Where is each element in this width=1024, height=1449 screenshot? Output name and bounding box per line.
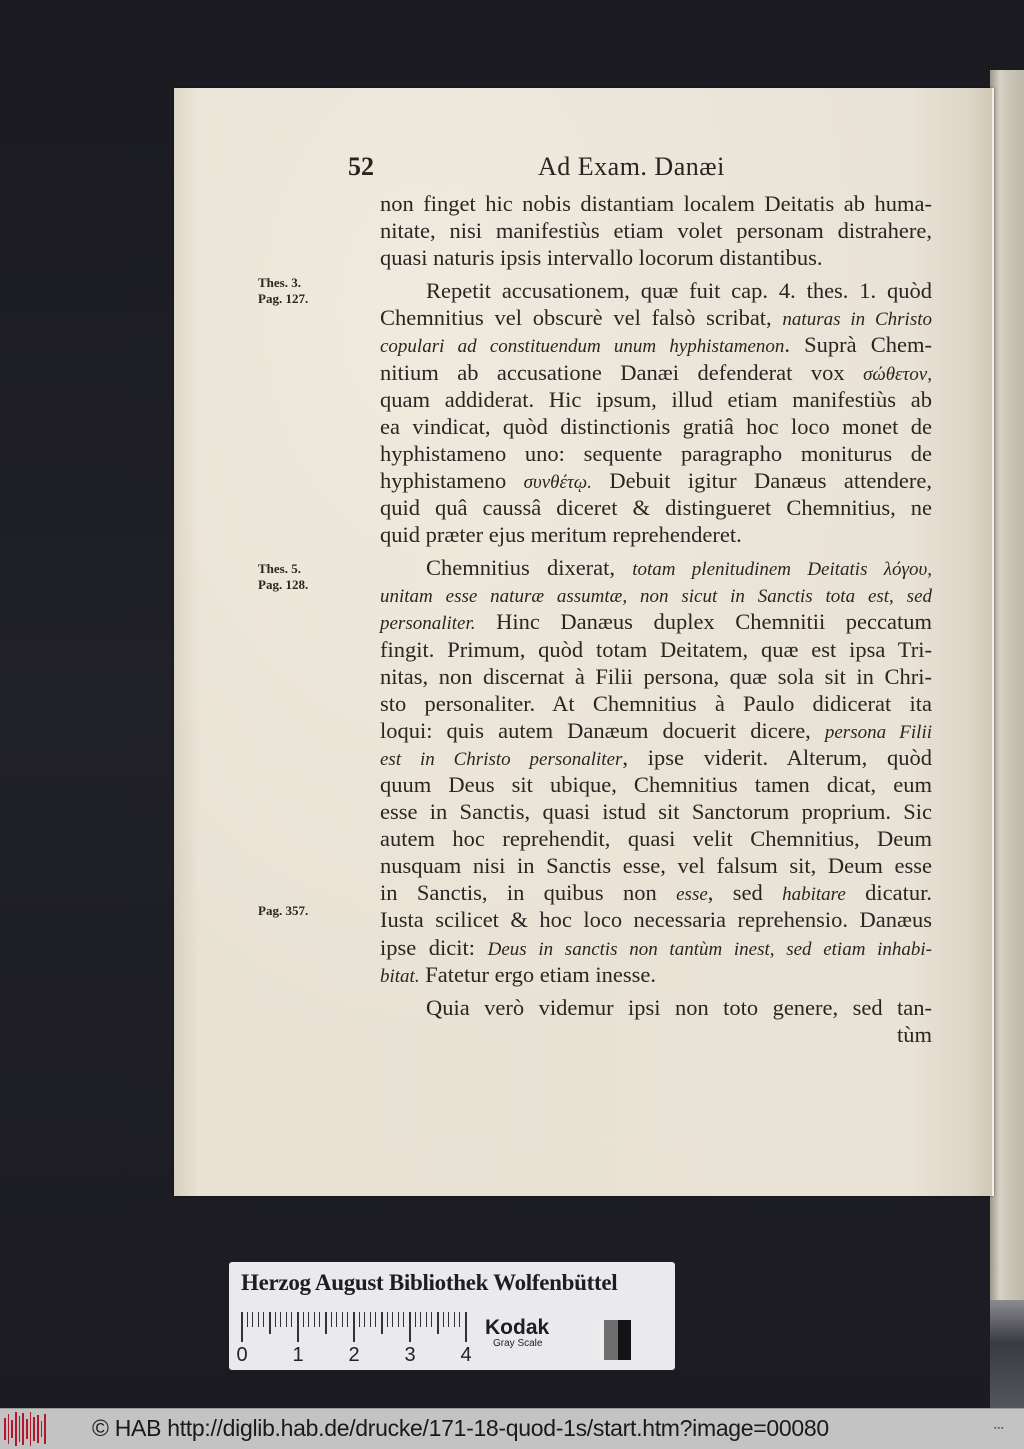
ruler-tick — [286, 1312, 287, 1327]
text-line: Repetit accusationem, quæ fuit cap. 4. thes. 1. quòd — [426, 278, 932, 304]
ruler-tick — [263, 1312, 264, 1327]
ruler-tick — [269, 1312, 271, 1334]
gray-patch — [618, 1320, 631, 1360]
text-line: autem hoc reprehendit, quasi velit Chemnitius, Deum — [380, 826, 932, 852]
text-line: nitate, nisi manifestiùs etiam volet personam distrahere, — [380, 218, 932, 244]
margin-note-line: Thes. 3. — [258, 275, 301, 290]
ruler-tick — [375, 1312, 376, 1327]
ruler-tick — [403, 1312, 404, 1327]
ruler-label: 0 — [236, 1344, 248, 1366]
zoom-controls-icon[interactable]: ▪▪▪ — [994, 1425, 1005, 1432]
ruler-label: 4 — [460, 1344, 472, 1366]
ruler-tick — [426, 1312, 427, 1327]
kodak-brand: Kodak — [485, 1316, 550, 1339]
footer-bar — [0, 1408, 1024, 1449]
text-line: est in Christo personaliter, ipse viderit. Alterum, quòd — [380, 744, 933, 770]
ruler-tick — [258, 1312, 259, 1327]
kodak-logo — [485, 1316, 549, 1349]
text-line: nitium ab accusatione Danæi defenderat vox σώθετον, — [380, 359, 932, 385]
ruler-tick — [370, 1312, 371, 1327]
ruler-tick — [392, 1312, 393, 1327]
text-line: personaliter. Hinc Danæus duplex Chemnitii peccatum — [380, 609, 932, 635]
ruler-tick — [431, 1312, 432, 1327]
text-line: Chemnitius vel obscurè vel falsò scribat, naturas in Christo — [380, 305, 932, 331]
margin-note-line: Thes. 5. — [258, 561, 301, 576]
ruler-tick — [347, 1312, 348, 1327]
text-line: fingit. Primum, quòd totam Deitatem, quæ est ipsa Tri- — [380, 636, 932, 662]
ruler-tick — [252, 1312, 253, 1327]
text-line: Chemnitius dixerat, totam plenitudinem Deitatis λόγου, — [426, 555, 932, 581]
page-number: 52 — [348, 152, 374, 181]
text-line: quasi naturis ipsis intervallo locorum distantibus. — [380, 245, 823, 271]
gray-patch — [591, 1320, 604, 1360]
text-line: nitas, non discernat à Filii persona, quæ sola sit in Chri- — [380, 663, 932, 689]
text-line: ipse dicit: Deus in sanctis non tantùm inest, sed etiam inhabi- — [380, 934, 932, 960]
text-line: quid quâ caussâ diceret & distingueret Chemnitius, ne — [380, 495, 932, 521]
text-line: sto personaliter. At Chemnitius à Paulo didicerat ita — [380, 690, 932, 716]
ruler-tick — [415, 1312, 416, 1327]
copyright-link[interactable]: © HAB http://diglib.hab.de/drucke/171-18-quod-1s/start.htm?image=00080 — [92, 1415, 829, 1441]
ruler-tick — [325, 1312, 327, 1334]
hab-logo-icon[interactable] — [4, 1412, 46, 1446]
margin-note-line: Pag. 128. — [258, 577, 309, 592]
text-line: hyphistameno συνθέτῳ. Debuit igitur Danæus attendere, — [380, 467, 932, 493]
text-line: bitat. Fatetur ergo etiam inesse. — [380, 961, 656, 987]
color-calibration-card — [229, 1262, 675, 1370]
ruler-tick — [459, 1312, 460, 1327]
ruler-tick — [342, 1312, 343, 1327]
ruler-label: 3 — [404, 1344, 416, 1366]
text-line: quid præter ejus meritum reprehenderet. — [380, 522, 742, 548]
text-line: quum Deus sit ubique, Chemnitius tamen dicat, eum — [380, 771, 932, 797]
text-line: non finget hic nobis distantiam localem Deitatis ab huma- — [380, 191, 932, 216]
ruler-tick — [437, 1312, 439, 1334]
ruler-tick — [291, 1312, 292, 1327]
text-line: quam addiderat. Hic ipsum, illud etiam manifestiùs ab — [380, 386, 932, 412]
ruler-tick — [308, 1312, 309, 1327]
page-gutter — [992, 88, 994, 1196]
ruler-tick — [443, 1312, 444, 1327]
kodak-subtitle: Gray Scale — [493, 1338, 543, 1349]
ruler-tick — [359, 1312, 360, 1327]
ruler-tick — [454, 1312, 455, 1327]
running-title: Ad Exam. Danæi — [538, 152, 725, 181]
text-line: copulari ad constituendum unum hyphistamenon. Suprà Chem- — [380, 332, 933, 358]
ruler-tick — [387, 1312, 388, 1327]
ruler-tick — [280, 1312, 281, 1327]
ruler-tick — [241, 1312, 243, 1342]
gray-scale-patches — [591, 1320, 631, 1360]
ruler-tick — [336, 1312, 337, 1327]
gray-patch — [604, 1320, 617, 1360]
text-line: hyphistameno uno: sequente paragrapho moniturus de — [380, 440, 932, 466]
ruler-label: 1 — [292, 1344, 304, 1366]
text-line: unitam esse naturæ assumtæ, non sicut in Sanctis tota est, sed — [380, 586, 932, 608]
text-line: Quia verò videmur ipsi non toto genere, sed tan- — [426, 994, 932, 1020]
library-name: Herzog August Bibliothek Wolfenbüttel — [241, 1270, 618, 1295]
ruler-tick — [420, 1312, 421, 1327]
ruler-tick — [409, 1312, 411, 1342]
ruler-tick — [331, 1312, 332, 1327]
ruler-tick — [448, 1312, 449, 1327]
ruler-tick — [319, 1312, 320, 1327]
text-line: nusquam nisi in Sanctis esse, vel falsum sit, Deum esse — [380, 853, 932, 879]
ruler-tick — [353, 1312, 355, 1342]
ruler-tick — [297, 1312, 299, 1342]
margin-note — [258, 903, 358, 919]
text-line: esse in Sanctis, quasi istud sit Sanctorum proprium. Sic — [380, 799, 932, 825]
ruler-tick — [398, 1312, 399, 1327]
ruler-tick — [247, 1312, 248, 1327]
text-line: Iusta scilicet & hoc loco necessaria reprehensio. Danæus — [380, 907, 932, 933]
ruler-label: 2 — [348, 1344, 360, 1366]
ruler-tick — [314, 1312, 315, 1327]
margin-note — [258, 561, 358, 593]
running-head — [348, 152, 888, 186]
margin-note — [258, 275, 358, 307]
book-spine-shadow — [990, 1300, 1024, 1408]
text-line: loqui: quis autem Danæum docuerit dicere, persona Filii — [380, 717, 932, 743]
margin-note-line: Pag. 127. — [258, 291, 309, 306]
ruler-tick — [303, 1312, 304, 1327]
facing-page-edge — [990, 70, 1024, 1310]
text-line: in Sanctis, in quibus non esse, sed habitare dicatur. — [380, 880, 932, 906]
ruler-tick — [381, 1312, 383, 1334]
body-text — [380, 190, 932, 1048]
ruler-scale — [236, 1312, 477, 1368]
text-line: ea vindicat, quòd distinctionis gratiâ hoc loco monet de — [380, 413, 932, 439]
ruler-tick — [275, 1312, 276, 1327]
ruler-tick — [364, 1312, 365, 1327]
ruler-tick — [465, 1312, 467, 1342]
margin-note-line: Pag. 357. — [258, 903, 309, 918]
text-line: tùm — [896, 1021, 932, 1047]
